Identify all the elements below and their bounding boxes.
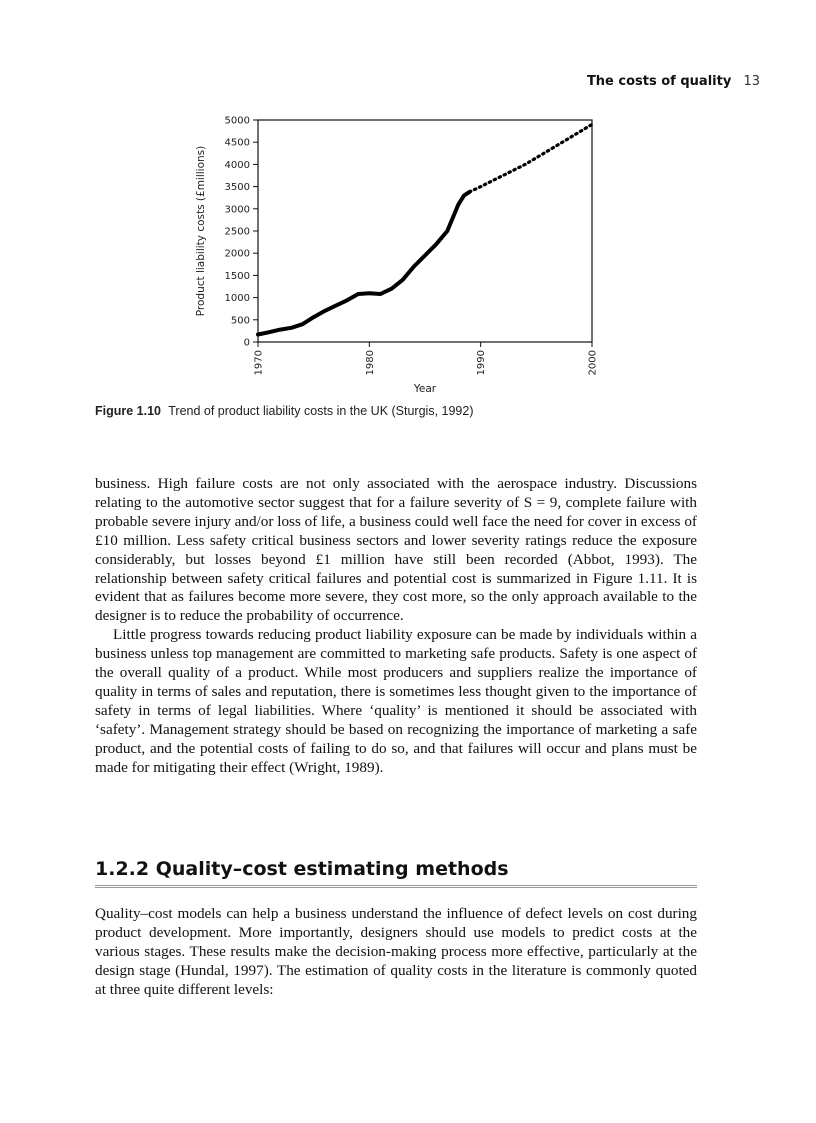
figure-number: Figure 1.10 <box>95 404 161 418</box>
y-tick-label: 3000 <box>224 204 250 216</box>
y-tick-label: 1000 <box>224 293 250 305</box>
section-heading: 1.2.2 Quality–cost estimating methods <box>95 858 697 888</box>
x-tick-label: 2000 <box>587 350 599 376</box>
running-header <box>587 74 760 89</box>
y-tick-label: 2500 <box>224 226 250 238</box>
paragraph-1: business. High failure costs are not only associated with the aerospace industry. Discussions relating to the automotive sector suggest that for a failure severity of S = 9, complete failure with probable severe injury and/or loss of life, a business could well face the need for cover in excess of £10 million. Less safety critical business sectors and lower severity ratings reduce the exposure considerably, but losses beyond £1 million have still been recorded (Abbot, 1993). The relationship between safety critical failures and potential cost is summarized in Figure 1.11. It is evident that as failures become more severe, they cost more, so the only approach available to the designer is to reduce the probability of occurrence. <box>95 475 697 625</box>
figure-caption <box>95 404 473 418</box>
x-ticks <box>254 342 599 375</box>
x-tick-label: 1980 <box>364 350 376 376</box>
x-tick-label: 1970 <box>253 350 265 376</box>
y-axis-label: Product liability costs (£millions) <box>195 145 207 317</box>
y-ticks <box>225 116 258 349</box>
y-tick-label: 2000 <box>224 248 250 260</box>
body-text-top <box>95 475 697 778</box>
figure-caption-text: Trend of product liability costs in the UK (Sturgis, 1992) <box>168 404 474 418</box>
paragraph-3: Quality–cost models can help a business understand the influence of defect levels on cost during product development. More importantly, designers should use models to predict costs at the various stages. These results make the decision-making process more effective, particularly at the design stage (Hundal, 1997). The estimation of quality costs in the literature is commonly quoted at three quite different levels: <box>95 905 697 998</box>
y-tick-label: 4000 <box>224 159 250 171</box>
x-tick-label: 1990 <box>476 350 488 376</box>
page-number: 13 <box>743 74 760 89</box>
liability-cost-chart <box>188 110 608 400</box>
body-text-bottom <box>95 905 697 1000</box>
y-tick-label: 5000 <box>224 115 250 127</box>
y-tick-label: 4500 <box>224 137 250 149</box>
y-tick-label: 500 <box>230 315 250 327</box>
series-projected-line <box>470 124 593 191</box>
figure-chart <box>188 110 608 400</box>
running-header-title: The costs of quality <box>586 74 732 89</box>
paragraph-2: Little progress towards reducing product liability exposure can be made by individuals within a business unless top management are committed to marketing safe products. Safety is one aspect of the overall quality of a product. While most producers and suppliers realize the importance of quality in terms of sales and reputation, there is sometimes less thought given to the importance of safety in terms of legal liabilities. Where ‘quality’ is mentioned it should be associated with ‘safety’. Management strategy should be based on recognizing the importance of marketing a safe product, and the potential costs of failing to do so, and that failures will occur and plans must be made for mitigating their effect (Wright, 1989). <box>95 626 697 776</box>
y-tick-label: 3500 <box>224 182 250 194</box>
y-tick-label: 1500 <box>224 270 250 282</box>
x-axis-label: Year <box>413 383 437 395</box>
y-tick-label: 0 <box>243 337 250 349</box>
series-actual-line <box>258 192 470 335</box>
